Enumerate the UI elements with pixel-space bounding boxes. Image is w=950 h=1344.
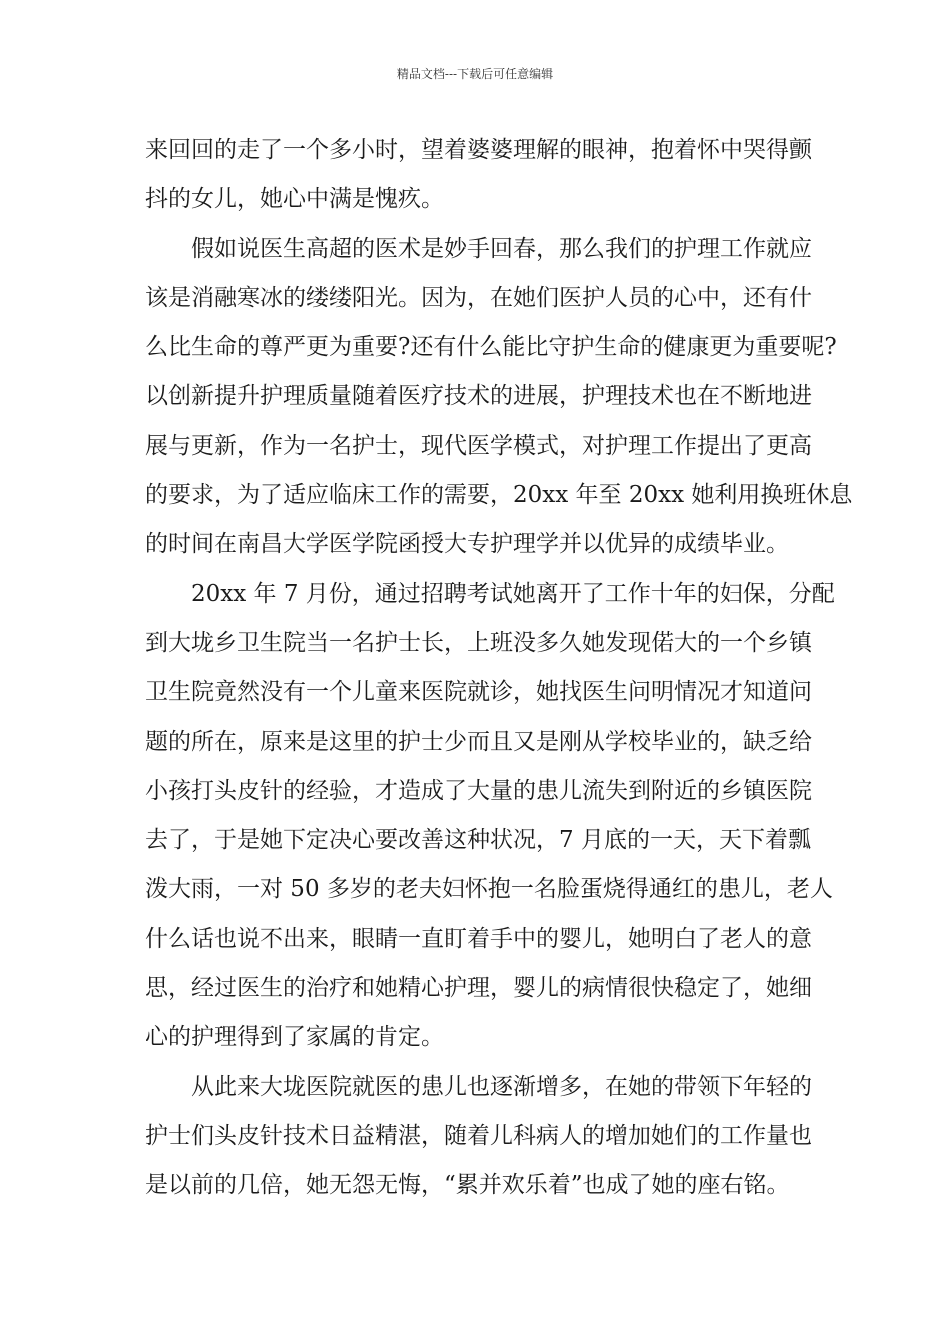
text-line: 来回回的走了一个多小时，望着婆婆理解的眼神，抱着怀中哭得颤	[145, 137, 812, 163]
text-line: 是以前的几倍，她无怨无悔，“累并欢乐着”也成了她的座右铭。	[145, 1172, 790, 1199]
page-header: 精品文档---下载后可任意编辑	[396, 67, 554, 81]
text-line: 到大垅乡卫生院当一名护士长，上班没多久她发现偌大的一个乡镇	[145, 629, 812, 656]
paragraph-start-line: 从此来大垅医院就医的患儿也逐渐增多，在她的带领下年轻的	[191, 1073, 812, 1100]
text-line: 展与更新，作为一名护士，现代医学模式，对护理工作提出了更高	[145, 432, 812, 459]
text-line: 什么话也说不出来，眼睛一直盯着手中的婴儿，她明白了老人的意	[145, 925, 812, 952]
text-line: 卫生院竟然没有一个儿童来医院就诊，她找医生问明情况才知道问	[145, 679, 812, 706]
text-line: 小孩打头皮针的经验，才造成了大量的患儿流失到附近的乡镇医院	[145, 777, 812, 804]
text-line: 去了，于是她下定决心要改善这种状况，7 月底的一天，天下着瓢	[145, 827, 811, 854]
text-line: 抖的女儿，她心中满是愧疚。	[145, 186, 444, 213]
text-line: 以创新提升护理质量随着医疗技术的进展，护理技术也在不断地进	[145, 383, 812, 410]
text-line: 思，经过医生的治疗和她精心护理，婴儿的病情很快稳定了，她细	[145, 975, 812, 1002]
text-line: 泼大雨，一对 50 多岁的老夫妇怀抱一名脸蛋烧得通红的患儿，老人	[145, 876, 833, 903]
text-line: 的要求，为了适应临床工作的需要，20xx 年至 20xx 她利用换班休息	[145, 482, 853, 509]
text-line: 题的所在，原来是这里的护士少而且又是刚从学校毕业的，缺乏给	[145, 728, 812, 755]
paragraph-start-line: 20xx 年 7 月份，通过招聘考试她离开了工作十年的妇保，分配	[191, 580, 835, 607]
paragraph-start-line: 假如说医生高超的医术是妙手回春，那么我们的护理工作就应	[191, 235, 812, 262]
text-line: 护士们头皮针技术日益精湛，随着儿科病人的增加她们的工作量也	[145, 1122, 812, 1149]
text-line: 的时间在南昌大学医学院函授大专护理学并以优异的成绩毕业。	[145, 531, 789, 558]
text-line: 么比生命的尊严更为重要?还有什么能比守护生命的健康更为重要呢?	[145, 334, 837, 361]
text-line: 心的护理得到了家属的肯定。	[145, 1024, 444, 1051]
text-line: 该是消融寒冰的缕缕阳光。因为，在她们医护人员的心中，还有什	[145, 284, 812, 311]
body-text	[145, 126, 853, 1211]
